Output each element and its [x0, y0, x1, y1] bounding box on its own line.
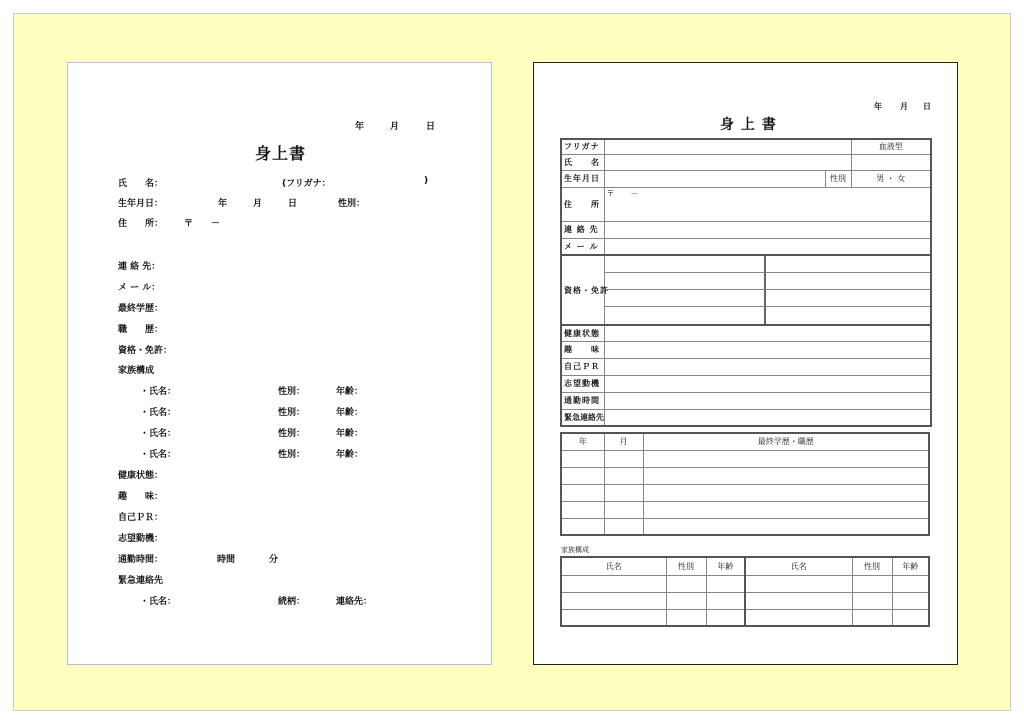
commute-field[interactable]	[604, 392, 931, 409]
family-age-header: 年齢	[892, 557, 929, 575]
furigana-label: (フリガナ：	[282, 179, 331, 189]
table-row[interactable]	[561, 592, 929, 609]
commute-minutes: 分	[269, 555, 279, 565]
page-title: 身 上 書	[720, 117, 777, 133]
birth-field[interactable]	[604, 170, 825, 187]
family-age: 年齢：	[336, 408, 364, 418]
family-age: 年齢：	[336, 387, 364, 397]
hobby-label: 趣 味：	[118, 492, 164, 502]
hobby-field[interactable]	[604, 341, 931, 358]
license-label: 資格・免許：	[118, 346, 173, 356]
birth-year: 年	[218, 199, 228, 209]
table-row[interactable]	[561, 484, 929, 501]
birth-label: 生年月日：	[118, 199, 164, 209]
health-label: 健康状態：	[118, 471, 164, 481]
motive-label: 志望動機：	[118, 534, 164, 544]
birth-month: 月	[253, 199, 263, 209]
family-gender: 性別：	[278, 408, 306, 418]
table-row[interactable]	[561, 518, 929, 535]
blood-label: 血液型	[851, 139, 931, 154]
pr-label: 自己ＰＲ	[561, 358, 604, 375]
table-row[interactable]	[561, 450, 929, 467]
emergency-label: 緊急連絡先	[561, 409, 604, 426]
family-gender: 性別：	[278, 387, 306, 397]
date-day: 日	[426, 122, 436, 132]
family-age-header: 年齢	[706, 557, 745, 575]
family-name: ・氏名：	[140, 387, 177, 397]
emergency-field[interactable]	[604, 409, 931, 426]
history-content-header: 最終学歴・職歴	[643, 433, 929, 450]
table-row[interactable]	[561, 467, 929, 484]
emergency-relation: 続柄：	[278, 597, 306, 607]
table-row[interactable]	[561, 609, 929, 626]
history-month-header: 月	[604, 433, 643, 450]
commute-label: 通勤時間	[561, 392, 604, 409]
family-name-header: 氏名	[745, 557, 852, 575]
family-age: 年齢：	[336, 450, 364, 460]
hobby-label: 趣 味	[561, 341, 604, 358]
health-field[interactable]	[604, 325, 931, 341]
date-year: 年	[874, 102, 882, 111]
emergency-contact: 連絡先：	[336, 597, 373, 607]
pr-field[interactable]	[604, 358, 931, 375]
date-month: 月	[900, 102, 908, 111]
family-gender: 性別：	[278, 429, 306, 439]
commute-label: 通勤時間：	[118, 555, 164, 565]
name-field[interactable]	[604, 154, 851, 170]
motive-label: 志望動機	[561, 375, 604, 392]
family-gender-header: 性別	[852, 557, 892, 575]
address-field[interactable]	[604, 187, 931, 221]
gender-label: 性別：	[338, 199, 366, 209]
gender-options[interactable]: 男 ・ 女	[851, 170, 931, 187]
family-label: 家族構成	[118, 366, 155, 376]
date-month: 月	[390, 122, 400, 132]
simple-form-page	[67, 62, 492, 665]
date-year: 年	[355, 122, 365, 132]
blood-field[interactable]	[851, 154, 931, 170]
furigana-field[interactable]	[604, 139, 851, 154]
career-label: 職 歴：	[118, 325, 164, 335]
family-label: 家族構成	[561, 546, 589, 554]
history-year-header: 年	[561, 433, 604, 450]
mail-field[interactable]	[604, 238, 931, 255]
gender-label: 性別	[825, 170, 851, 187]
table-form-page	[533, 62, 958, 665]
family-gender-header: 性別	[666, 557, 706, 575]
license-grid[interactable]	[604, 255, 931, 325]
address-label: 住 所：	[118, 219, 164, 229]
license-label: 資格・免許	[561, 255, 604, 325]
family-name-header: 氏名	[561, 557, 666, 575]
furigana-label: フリガナ	[561, 139, 604, 154]
mail-label: メ ー ル	[561, 238, 604, 255]
postal-mark: 〒 －	[606, 188, 639, 198]
contact-field[interactable]	[604, 221, 931, 238]
page-title: 身上書	[255, 144, 307, 163]
mail-label: メ ー ル：	[118, 283, 161, 293]
motive-field[interactable]	[604, 375, 931, 392]
family-name: ・氏名：	[140, 429, 177, 439]
family-name: ・氏名：	[140, 450, 177, 460]
emergency-label: 緊急連絡先	[118, 576, 164, 586]
table-row[interactable]	[561, 501, 929, 518]
postal-mark: 〒 －	[184, 219, 221, 229]
health-label: 健康状態	[561, 325, 604, 341]
name-label: 氏 名：	[118, 179, 164, 189]
family-name: ・氏名：	[140, 408, 177, 418]
family-table	[560, 556, 930, 627]
pr-label: 自己ＰＲ：	[118, 513, 164, 523]
emergency-name: ・氏名：	[140, 597, 177, 607]
address-label: 住 所	[561, 187, 604, 221]
profile-table	[560, 138, 932, 427]
commute-hours: 時間	[217, 555, 236, 565]
furigana-close: )	[424, 176, 429, 186]
history-table	[560, 432, 930, 536]
contact-label: 連 絡 先	[561, 221, 604, 238]
table-row[interactable]	[561, 575, 929, 592]
birth-label: 生年月日	[561, 170, 604, 187]
name-label: 氏 名	[561, 154, 604, 170]
birth-day: 日	[288, 199, 298, 209]
contact-label: 連 絡 先：	[118, 262, 161, 272]
date-day: 日	[923, 102, 931, 111]
family-age: 年齢：	[336, 429, 364, 439]
family-gender: 性別：	[278, 450, 306, 460]
education-label: 最終学歴：	[118, 304, 164, 314]
